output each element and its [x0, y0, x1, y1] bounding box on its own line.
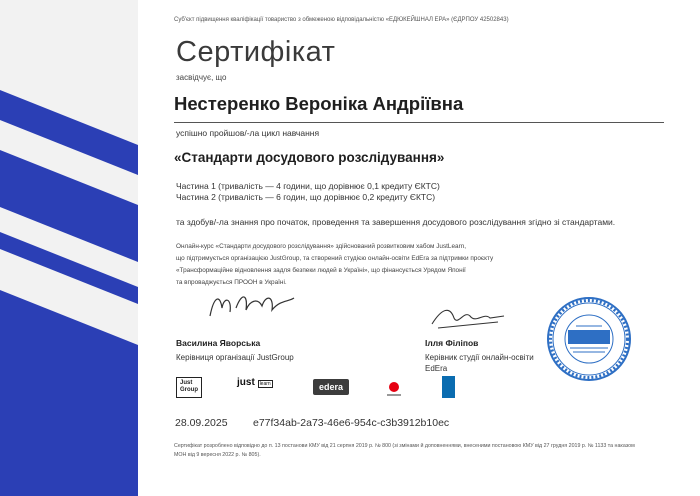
certifies-text: засвідчує, що	[176, 73, 227, 82]
certificate-body	[138, 0, 700, 496]
description-line: та впроваджується ПРООН в Україні.	[176, 279, 287, 286]
signatory-1-role: Керівниця організації JustGroup	[176, 353, 294, 362]
decorative-left-panel	[0, 0, 138, 496]
signature-1-image	[202, 286, 302, 326]
japan-logo	[384, 379, 404, 399]
certificate-title: Сертифікат	[176, 36, 336, 68]
description-line: що підтримується організацією JustGroup, та створений студією онлайн-освіти EdEra за підтримки проєкту	[176, 255, 494, 262]
decorative-stripes	[0, 0, 138, 496]
official-stamp	[546, 296, 632, 382]
course-part-1: Частина 1 (тривалість — 4 години, що дорівнює 0,1 кредиту ЄКТС)	[176, 181, 440, 191]
course-part-2: Частина 2 (тривалість — 6 годин, що дорівнює 0,2 кредиту ЄКТС)	[176, 192, 436, 202]
signature-2-image	[428, 300, 508, 335]
description-line: Онлайн-курс «Стандарти досудового розслідування» здійснований розвитковим хабом JustLearn,	[176, 243, 467, 250]
justlearn-logo	[237, 377, 273, 388]
legal-footer: Сертифікат розроблено відповідно до п. 13 постанови КМУ від 21 серпня 2019 р. № 800 (зі змінами й доповненнями, внесеними постановою КМУ від 27 грудня 2019 р. № 1133 та наказом МОН від 9 вересня 2022 р. № 805).	[174, 443, 635, 458]
course-description	[176, 241, 646, 289]
justlearn-logo-sub: learn	[259, 381, 271, 387]
completed-text: успішно пройшов/-ла цикл навчання	[176, 128, 320, 138]
description-line: «Трансформаційне відновлення задля безпеки людей в Україні», що фінансується Урядом Японії	[176, 267, 466, 274]
course-title: «Стандарти досудового розслідування»	[174, 150, 445, 165]
issue-date: 28.09.2025	[175, 417, 228, 429]
signatory-2-role: Керівник студії онлайн-освіти EdEra	[425, 353, 534, 373]
signatory-1-name: Василина Яворська	[176, 338, 261, 348]
signatory-2-name: Ілля Філіпов	[425, 338, 479, 348]
edera-logo: edera	[313, 379, 349, 395]
recipient-name: Нестеренко Вероніка Андріївна	[174, 93, 464, 114]
certificate-code: e77f34ab-2a73-46e6-954c-c3b3912b10ec	[253, 417, 450, 429]
gained-text: та здобув/-ла знання про початок, проведення та завершення досудового розслідування згідно зі стандартами.	[176, 217, 616, 227]
justgroup-logo: Just Group	[176, 377, 202, 398]
name-underline	[174, 122, 664, 123]
issuer-text: Суб'єкт підвищення кваліфікації товариство з обмеженою відповідальністю «ЕДЮКЕЙШНАЛ ЕРА» (ЄДРПОУ 42502843)	[174, 17, 509, 23]
justlearn-logo-text: just	[237, 377, 255, 388]
undp-logo	[442, 376, 455, 398]
